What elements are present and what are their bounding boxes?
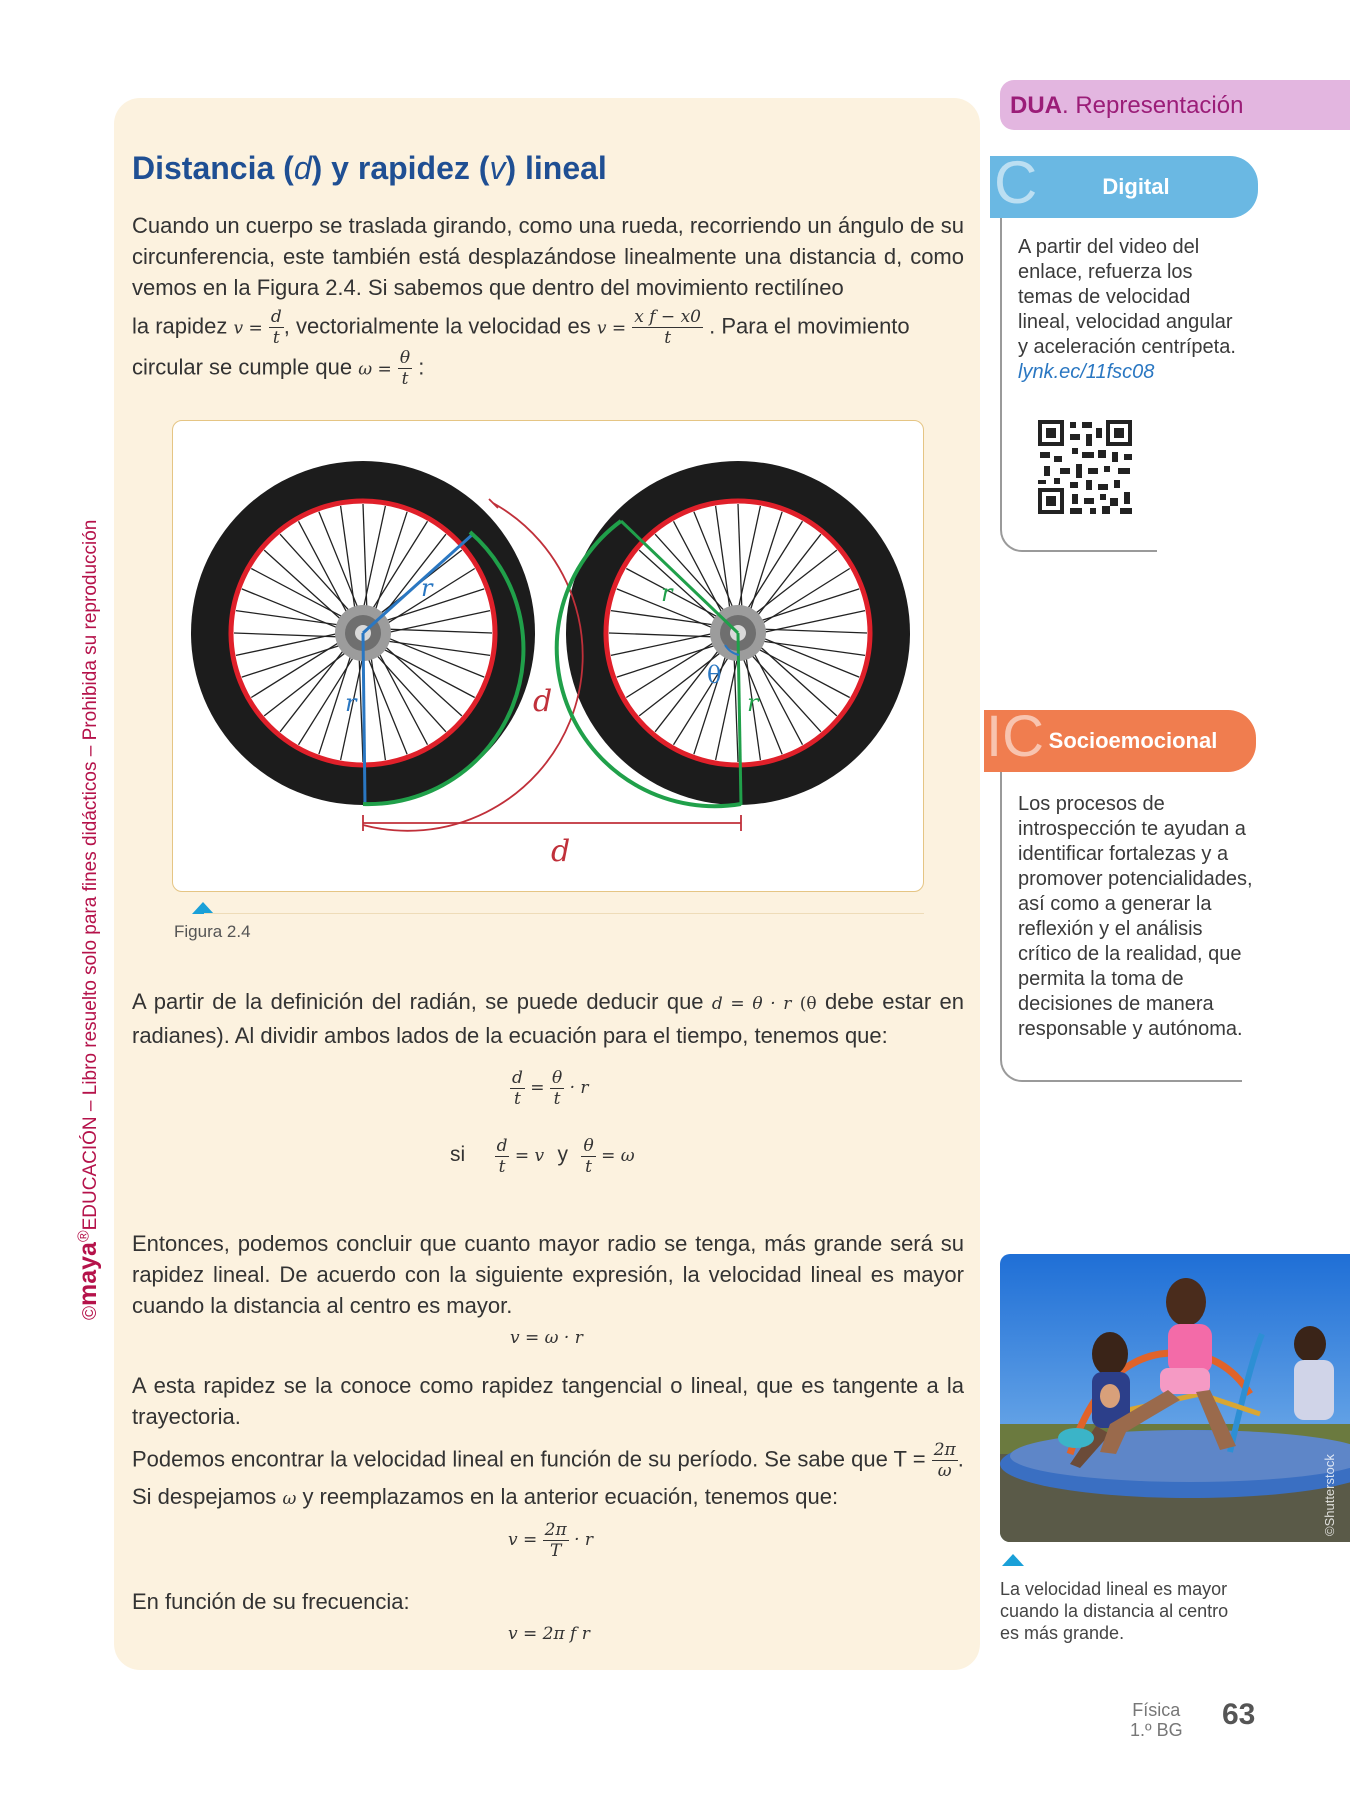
wheels-diagram — [173, 421, 923, 891]
copyright-sidebar: ©maya®EDUCACIÓN – Libro resuelto solo para fines didácticos – Prohibida su reproducción — [74, 519, 102, 1320]
digital-link[interactable]: lynk.ec/11fsc08 — [1018, 361, 1155, 383]
equation-v-2pi-f-r: v = 2π f r — [508, 1624, 590, 1644]
socio-header: IC Socioemocional — [984, 710, 1256, 772]
label-r-left-bottom: r — [345, 689, 357, 717]
fraction-theta-over-t: $\frac{\theta}{t}$ — [399, 348, 411, 389]
socio-ic-icon: IC — [986, 704, 1044, 769]
label-r-right-bottom: r — [747, 689, 759, 717]
intro-rapidez-text: la rapidez — [132, 313, 228, 339]
radian-paragraph: A partir de la definición del radián, se puede deducir que d = θ · r (θ debe estar en radianes). Al dividir ambos lados de la ecuación para el tiempo, tenemos que: — [132, 989, 964, 1048]
omega-equation: ω = — [358, 359, 392, 380]
left-radius-bottom — [363, 633, 365, 805]
period-paragraph: Podemos encontrar la velocidad lineal en función de su período. Se sabe que T = $\frac{2\pi}{\omega}$ . Si despejamos ω y reemplazamos en la anterior ecuación, tenemos que: — [132, 1440, 964, 1509]
copyright-symbol: © — [80, 1306, 101, 1320]
figure-divider — [204, 913, 924, 914]
equation-d-over-t: $\frac{d}{t}$ = $\frac{\theta}{t}$ · r — [512, 1068, 589, 1109]
digital-c-icon: C — [994, 149, 1038, 216]
vector-v-equation: v = — [596, 318, 627, 339]
tangential-paragraph: A esta rapidez se la conoce como rapidez tangencial o lineal, que es tangente a la trayectoria. — [132, 1373, 964, 1429]
page-title: Distancia (d) y rapidez (v) lineal — [132, 150, 607, 186]
vectorial-text: , vectorialmente la velocidad es — [283, 313, 591, 339]
brand-logo-text: maya — [74, 1242, 102, 1306]
label-r-left-top: r — [421, 574, 433, 602]
page-number: 63 — [1222, 1698, 1256, 1731]
label-d-arc: d — [533, 684, 553, 719]
label-r-right-top: r — [661, 579, 673, 607]
figure-caption: Figura 2.4 — [174, 922, 251, 941]
label-theta: θ — [707, 661, 722, 689]
d-theta-r-equation: d = θ · r — [711, 994, 792, 1014]
conclusion-paragraph: Entonces, podemos concluir que cuanto mayor radio se tenga, más grande será su rapidez lineal. De acuerdo con la siguiente expresión, la velocidad lineal es mayor cuando la distancia al centro es mayor. — [132, 1231, 964, 1318]
photo-credit: ©Shutterstock — [1322, 1454, 1337, 1536]
photo-triangle-marker — [1002, 1554, 1024, 1566]
intro-text: Cuando un cuerpo se traslada girando, como una rueda, recorriendo un ángulo de su circunferencia, este también está desplazándose linealmente una distancia d, como vemos en la Figura 2.4. Si sabemos que dentro del movimiento rectilíneo — [132, 213, 964, 300]
frequency-label: En función de su frecuencia: — [132, 1589, 410, 1614]
v-equation: v = — [233, 318, 263, 339]
footer-subject: Física 1.º BG — [1130, 1700, 1183, 1740]
qr-code-icon[interactable] — [1036, 418, 1134, 516]
fraction-d-over-t: $\frac{d}{t}$ — [270, 307, 282, 348]
sidebar-notice: EDUCACIÓN – Libro resuelto solo para fines didácticos – Prohibida su reproducción — [80, 519, 101, 1231]
equation-substitution: si $\frac{d}{t}$ = v y $\frac{\theta}{t}$ = ω — [450, 1136, 635, 1177]
para-movimiento-text: . Para el movimiento — [709, 313, 910, 339]
socio-body: Los procesos de introspección te ayudan a identificar fortalezas y a promover potencialidades, así como a generar la reflexión y el análisis crítico de la realidad, que permita la toma de decisiones de manera responsable y autónoma. — [1018, 793, 1253, 1040]
dua-title: DUA. Representación — [1010, 92, 1244, 119]
merry-go-round-photo — [1000, 1254, 1350, 1542]
equation-v-2pi-over-T: v = $\frac{2\pi}{T}$ · r — [508, 1520, 594, 1561]
photo-caption: La velocidad lineal es mayor cuando la distancia al centro es más grande. — [1000, 1579, 1229, 1643]
figure-wheels — [172, 420, 924, 892]
equation-v-omega-r: v = ω · r — [510, 1328, 583, 1348]
digital-body: A partir del video del enlace, refuerza los temas de velocidad lineal, velocidad angular y aceleración centrípeta. lynk.ec/11fsc08 — [1018, 236, 1236, 383]
intro-paragraph: Cuando un cuerpo se traslada girando, como una rueda, recorriendo un ángulo de su circunferencia, este también está desplazándose linealmente una distancia d, como vemos en la Figura 2.4. Si sabemos que dentro del movimiento rectilíneo la rapidez v = $\frac{d}{t}$ , vectorialmente la velocidad es v = $\frac{\text{x f − x0}}{t}$ . Para el movimiento circular se cumple que ω = $\frac{\theta}{t}$ : — [132, 213, 964, 389]
label-d-linear: d — [551, 834, 571, 869]
circular-text: circular se cumple que — [132, 354, 353, 380]
digital-header: C Digital — [990, 156, 1258, 218]
fraction-xf-x0-over-t: $\frac{\text{x f − x0}}{t}$ — [634, 307, 701, 348]
